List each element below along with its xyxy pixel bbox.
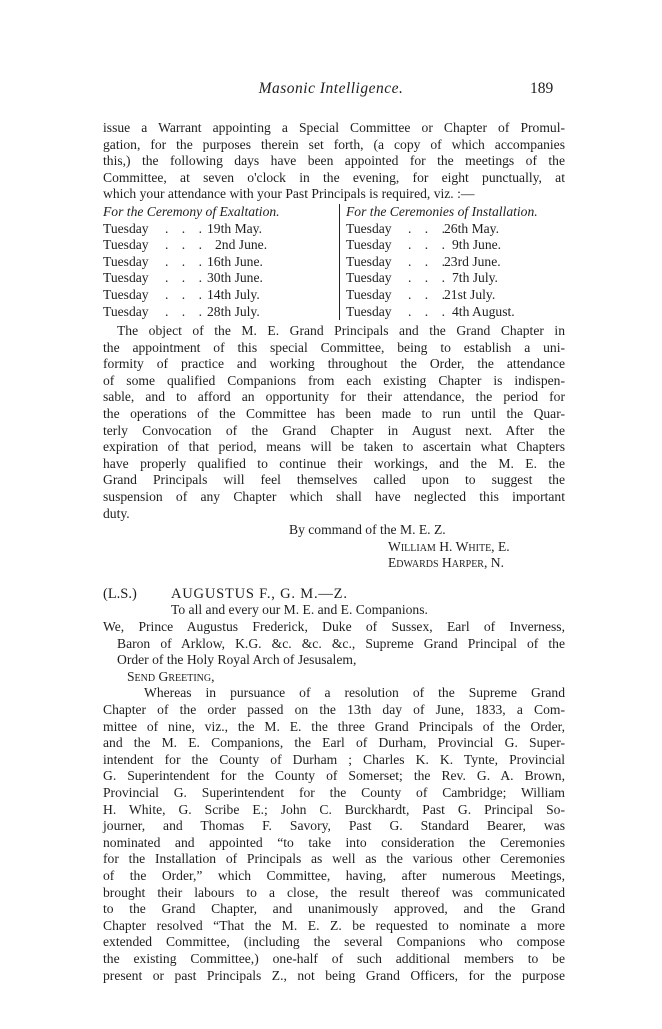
text-line: sable, and to afford an opportunity for their attendance, the period for bbox=[103, 389, 565, 405]
schedule-day: Tuesday bbox=[346, 220, 392, 236]
schedule-row bbox=[103, 304, 333, 321]
text-line: which your attendance with your Past Principals is required, viz. :— bbox=[103, 186, 475, 202]
installation-heading: For the Ceremonies of Installation. bbox=[346, 203, 538, 219]
signer-harper: Edwards Harper, N. bbox=[388, 555, 504, 571]
text-line: gation, for the purposes therein set forth, (a copy of which accompanies bbox=[103, 136, 565, 152]
schedule-day: Tuesday bbox=[346, 253, 392, 269]
greeting-line: Send Greeting, bbox=[127, 668, 215, 684]
text-line: intendent for the County of Durham ; Charles K. K. Tynte, Provincial bbox=[103, 751, 565, 767]
schedule-date: 30th June. bbox=[207, 270, 263, 286]
text-line: have properly qualified to continue their workings, and the M. E. the bbox=[103, 455, 565, 471]
text-line: H. White, G. Scribe E.; John C. Burckhardt, Past G. Principal So- bbox=[103, 801, 565, 817]
text-line: present or past Principals Z., not being Grand Officers, for the purpose bbox=[103, 967, 565, 983]
schedule-day: Tuesday bbox=[346, 286, 392, 302]
text-line: suspension of any Chapter which shall have neglected this important bbox=[103, 488, 565, 504]
text-line: journer, and Thomas F. Savory, Past G. Standard Bearer, was bbox=[103, 818, 565, 834]
schedule-row bbox=[103, 237, 333, 254]
meeting-schedule bbox=[103, 204, 565, 321]
text-line: Provincial G. Superintendent for the County of Cambridge; William bbox=[103, 785, 565, 800]
text-line: expiration of that period, means will be taken to ascertain what Chapters bbox=[103, 439, 565, 455]
text-line: We, Prince Augustus Frederick, Duke of Sussex, Earl of Inverness, bbox=[103, 619, 565, 635]
schedule-date: 28th July. bbox=[207, 303, 260, 319]
schedule-dots: . . . bbox=[165, 220, 207, 236]
schedule-row bbox=[346, 254, 568, 271]
schedule-dots: . . . bbox=[408, 286, 450, 302]
schedule-date: 4th August. bbox=[452, 303, 515, 319]
page-number: 189 bbox=[530, 80, 554, 97]
seal-marker: (L.S.) bbox=[103, 585, 137, 602]
schedule-day: Tuesday bbox=[103, 253, 149, 269]
schedule-dots: . . . bbox=[408, 253, 450, 269]
text-line: The object of the M. E. Grand Principals and the Grand Chapter in bbox=[117, 322, 565, 338]
text-line: mittee of nine, viz., the M. E. the three Grand Principals of the Order, bbox=[103, 718, 565, 734]
schedule-date: 9th June. bbox=[452, 237, 502, 253]
text-line: Baron of Arklow, K.G. &c. &c. &c., Supreme Grand Principal of the bbox=[117, 635, 565, 651]
page-body bbox=[103, 120, 565, 984]
schedule-date: 2nd June. bbox=[215, 237, 268, 253]
schedule-row bbox=[346, 237, 568, 254]
text-line: for the Installation of Principals as well as the various other Ceremonies bbox=[103, 851, 565, 867]
text-line: the appointment of this special Committee, being to establish a uni- bbox=[103, 339, 565, 355]
installation-column bbox=[339, 204, 568, 320]
schedule-row bbox=[346, 287, 568, 304]
schedule-row bbox=[103, 221, 333, 238]
schedule-day: Tuesday bbox=[346, 270, 392, 286]
text-line: Chapter resolved “That the M. E. Z. be requested to nominate a more bbox=[103, 917, 565, 933]
schedule-dots: . . . bbox=[408, 220, 450, 236]
schedule-date: 14th July. bbox=[207, 286, 260, 302]
schedule-day: Tuesday bbox=[103, 237, 149, 253]
text-line: the existing Committee,) one-half of such additional members to be bbox=[103, 950, 565, 966]
schedule-day: Tuesday bbox=[346, 303, 392, 319]
text-line: extended Committee, (including the several Companions who compose bbox=[103, 934, 565, 950]
schedule-dots: . . . bbox=[165, 237, 207, 253]
text-line: issue a Warrant appointing a Special Committee or Chapter of Promul- bbox=[103, 120, 565, 135]
schedule-day: Tuesday bbox=[103, 303, 149, 319]
schedule-dots: . . . bbox=[408, 303, 450, 319]
address-line: To all and every our M. E. and E. Companions. bbox=[171, 602, 428, 618]
running-header: Masonic Intelligence. bbox=[258, 80, 404, 97]
schedule-date: 19th May. bbox=[207, 220, 262, 236]
schedule-date: 16th June. bbox=[207, 253, 263, 269]
text-line: the operations of the Committee has been made to run until the Quar- bbox=[103, 405, 565, 421]
signer-white: William H. White, E. bbox=[388, 538, 510, 554]
schedule-row bbox=[103, 270, 333, 287]
schedule-day: Tuesday bbox=[103, 286, 149, 302]
text-line: Grand Principals will feel themselves called upon to suggest the bbox=[103, 472, 565, 488]
text-line: Committee, at seven o'clock in the evening, for eight punctually, at bbox=[103, 169, 565, 185]
text-line: of the Order,” which Committee, having, after numerous Meetings, bbox=[103, 867, 565, 883]
schedule-date: 23rd June. bbox=[444, 253, 501, 269]
schedule-row bbox=[346, 304, 568, 321]
by-command-line: By command of the M. E. Z. bbox=[289, 522, 446, 538]
text-line: of some qualified Companions from each existing Chapter is indispen- bbox=[103, 372, 565, 388]
schedule-date: 7th July. bbox=[452, 270, 498, 286]
schedule-dots: . . . bbox=[408, 270, 450, 286]
schedule-dots: . . . bbox=[165, 303, 207, 319]
augustus-heading: AUGUSTUS F., G. M.—Z. bbox=[171, 585, 348, 602]
text-line: terly Convocation of the Grand Chapter in August next. After the bbox=[103, 422, 565, 438]
schedule-dots: . . . bbox=[165, 253, 207, 269]
schedule-date: 21st July. bbox=[444, 286, 496, 302]
command-signature bbox=[103, 522, 565, 572]
text-line: this,) the following days have been appointed for the meetings of the bbox=[103, 153, 565, 169]
schedule-row bbox=[346, 270, 568, 287]
text-line: duty. bbox=[103, 505, 130, 521]
text-line: formity of practice and working throughout the Order, the attendance bbox=[103, 356, 565, 372]
text-line: Chapter of the order passed on the 13th day of June, 1833, a Com- bbox=[103, 702, 565, 718]
schedule-day: Tuesday bbox=[103, 270, 149, 286]
schedule-row bbox=[103, 254, 333, 271]
warrant-section bbox=[103, 586, 565, 686]
intro-paragraph bbox=[103, 120, 565, 203]
text-line: Whereas in pursuance of a resolution of the Supreme Grand bbox=[144, 685, 565, 701]
schedule-day: Tuesday bbox=[346, 237, 392, 253]
exaltation-heading: For the Ceremony of Exaltation. bbox=[103, 203, 280, 219]
text-line: and the M. E. Companions, the Earl of Durham, Provincial G. Super- bbox=[103, 735, 565, 751]
schedule-row bbox=[346, 221, 568, 238]
text-line: to the Grand Chapter, and unanimously approved, and the Grand bbox=[103, 901, 565, 917]
text-line: Order of the Holy Royal Arch of Jesusalem, bbox=[117, 652, 357, 668]
schedule-date: 26th May. bbox=[444, 220, 499, 236]
schedule-dots: . . . bbox=[165, 270, 207, 286]
text-line: brought their labours to a close, the result thereof was communicated bbox=[103, 884, 565, 900]
exaltation-column bbox=[103, 204, 333, 320]
schedule-row bbox=[103, 287, 333, 304]
object-paragraph bbox=[103, 323, 565, 522]
text-line: nominated and appointed “to take into consideration the Ceremonies bbox=[103, 834, 565, 850]
warrant-seal-line bbox=[103, 586, 565, 603]
schedule-dots: . . . bbox=[165, 286, 207, 302]
schedule-dots: . . . bbox=[408, 237, 450, 253]
whereas-paragraph bbox=[103, 685, 565, 984]
text-line: G. Superintendent for the County of Somerset; the Rev. G. A. Brown, bbox=[103, 768, 565, 784]
schedule-day: Tuesday bbox=[103, 220, 149, 236]
